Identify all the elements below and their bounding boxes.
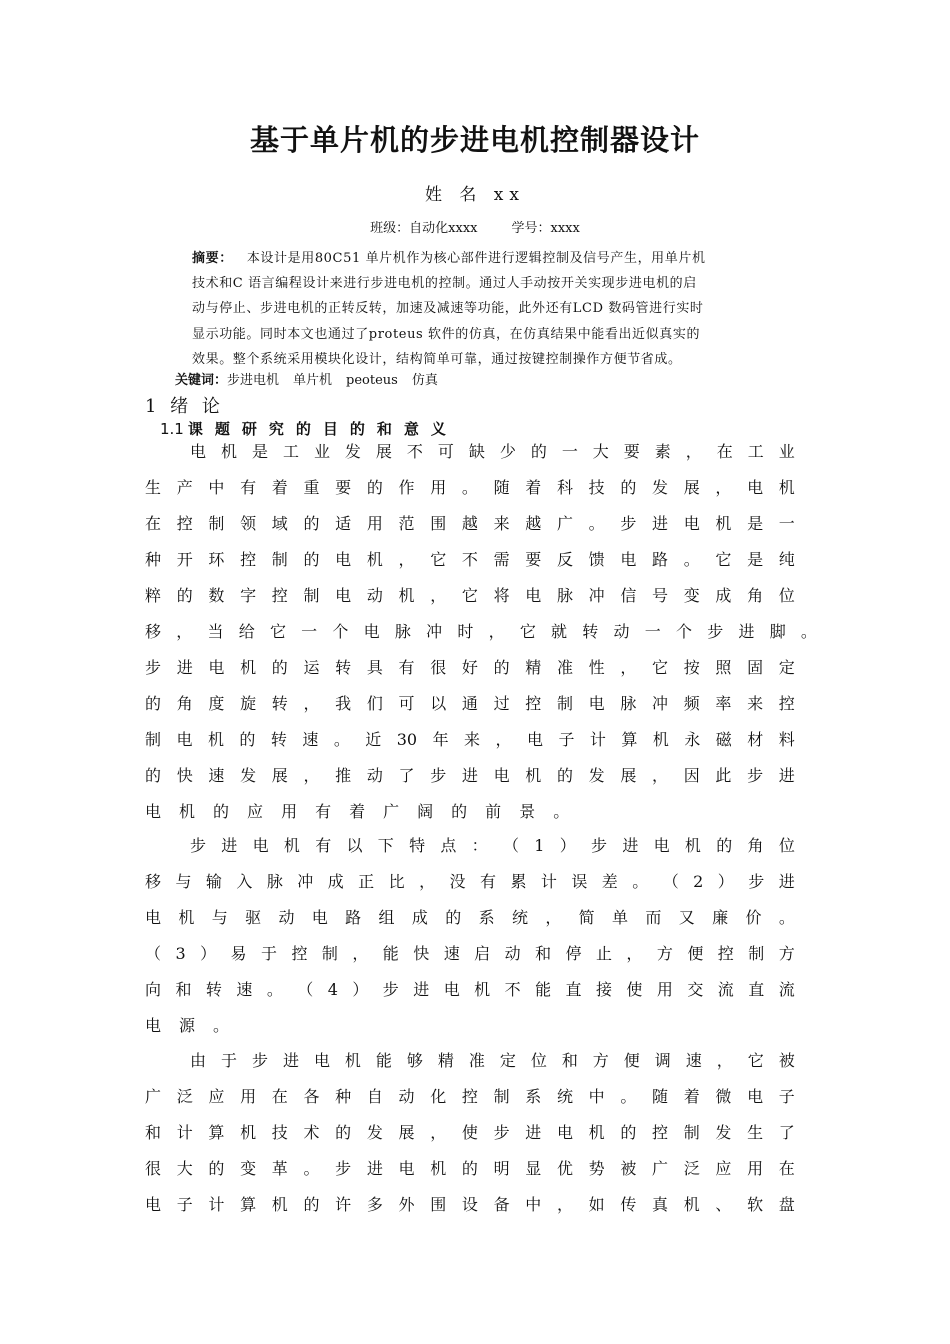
keyword: 仿真 xyxy=(411,373,438,388)
subsection-number: 1.1 xyxy=(160,420,184,438)
class-info xyxy=(0,217,950,236)
paragraph-line: 很 大 的 变 革 。 步 进 电 机 的 明 显 优 势 被 广 泛 应 用 在 xyxy=(145,1159,795,1178)
abstract-line: 显示功能。同时本文也通过了proteus 软件的仿真，在仿真结果中能看出近似真实的 xyxy=(192,326,701,342)
paragraph-line: 生 产 中 有 着 重 要 的 作 用 。 随 着 科 技 的 发 展 ， 电 机 xyxy=(145,478,795,497)
abstract-line: 摘要： 本设计是用80C51 单片机作为核心部件进行逻辑控制及信号产生，用单片机 xyxy=(192,251,706,266)
keywords xyxy=(175,369,452,388)
paragraph-line: 移 ， 当 给 它 一 个 电 脉 冲 时 ， 它 就 转 动 一 个 步 进 脚 。 xyxy=(145,622,817,641)
paragraph xyxy=(145,1043,795,1223)
abstract-line: 效果。整个系统采用模块化设计，结构简单可靠，通过按键控制操作方便节省成。 xyxy=(192,351,682,367)
paragraph-line: 的 快 速 发 展 ， 推 动 了 步 进 电 机 的 发 展 ， 因 此 步 进 xyxy=(145,766,795,785)
paragraph-line: 电 子 计 算 机 的 许 多 外 围 设 备 中 ， 如 传 真 机 、 软 盘 xyxy=(145,1195,795,1214)
paragraph-line: 粹 的 数 字 控 制 电 动 机 ， 它 将 电 脉 冲 信 号 变 成 角 位 xyxy=(145,586,795,605)
paragraph-line: 广 泛 应 用 在 各 种 自 动 化 控 制 系 统 中 。 随 着 微 电 子 xyxy=(145,1087,795,1106)
class-label: 班级：自动化xxxx xyxy=(370,221,478,236)
paragraph-line: （ 3 ） 易 于 控 制 ， 能 快 速 启 动 和 停 止 ， 方 便 控 制 方 xyxy=(145,944,795,963)
keyword: 步进电机 xyxy=(227,373,280,388)
paragraph-line: 在 控 制 领 域 的 适 用 范 围 越 来 越 广 。 步 进 电 机 是 一 xyxy=(145,514,795,533)
paragraph-line: 电 机 的 应 用 有 着 广 阔 的 前 景 。 xyxy=(145,802,570,821)
paragraph-line: 步 进 电 机 有 以 下 特 点 ： （ 1 ） 步 进 电 机 的 角 位 xyxy=(190,836,795,855)
author-name: 姓 名 xx xyxy=(425,185,525,205)
paragraph xyxy=(145,434,817,830)
paper-title: 基于单片机的步进电机控制器设计 xyxy=(249,123,700,157)
abstract-label: 摘要： xyxy=(192,251,233,266)
paragraph-line: 的 角 度 旋 转 ， 我 们 可 以 通 过 控 制 电 脉 冲 频 率 来 控 xyxy=(145,694,795,713)
paragraph-line: 移 与 输 入 脉 冲 成 正 比 ， 没 有 累 计 误 差 。 （ 2 ） 步 进 xyxy=(145,872,795,891)
paragraph-line: 制 电 机 的 转 速 。 近 30 年 来 ， 电 子 计 算 机 永 磁 材 料 xyxy=(145,730,795,749)
paragraph-line: 由 于 步 进 电 机 能 够 精 准 定 位 和 方 便 调 速 ， 它 被 xyxy=(190,1051,795,1070)
student-id: 学号：xxxx xyxy=(511,221,580,236)
paragraph-line: 向 和 转 速 。 （ 4 ） 步 进 电 机 不 能 直 接 使 用 交 流 直 流 xyxy=(145,980,795,999)
paragraph-line: 电 源 。 xyxy=(145,1016,230,1035)
subsection-title: 课题研究的目的和意义 xyxy=(187,420,458,438)
paragraph-line: 电 机 与 驱 动 电 路 组 成 的 系 统 ， 简 单 而 又 廉 价 。 xyxy=(145,908,795,927)
abstract-line: 技术和C 语言编程设计来进行步进电机的控制。通过人手动按开关实现步进电机的启 xyxy=(192,276,697,292)
keywords-label: 关键词： xyxy=(175,373,228,388)
section-heading: 1 绪 论 xyxy=(145,396,224,417)
paragraph-line: 电 机 是 工 业 发 展 不 可 缺 少 的 一 大 要 素 ， 在 工 业 xyxy=(190,442,795,461)
abstract xyxy=(192,246,782,372)
keyword: 单片机 xyxy=(293,373,333,388)
paragraph-line: 种 开 环 控 制 的 电 机 ， 它 不 需 要 反 馈 电 路 。 它 是 纯 xyxy=(145,550,795,569)
paragraph-line: 步 进 电 机 的 运 转 具 有 很 好 的 精 准 性 ， 它 按 照 固 定 xyxy=(145,658,795,677)
paragraph xyxy=(145,828,795,1044)
abstract-line: 动与停止、步进电机的正转反转，加速及减速等功能，此外还有LCD 数码管进行实时 xyxy=(192,301,704,317)
keyword: peoteus xyxy=(346,373,398,388)
paragraph-line: 和 计 算 机 技 术 的 发 展 ， 使 步 进 电 机 的 控 制 发 生 了 xyxy=(145,1123,795,1142)
